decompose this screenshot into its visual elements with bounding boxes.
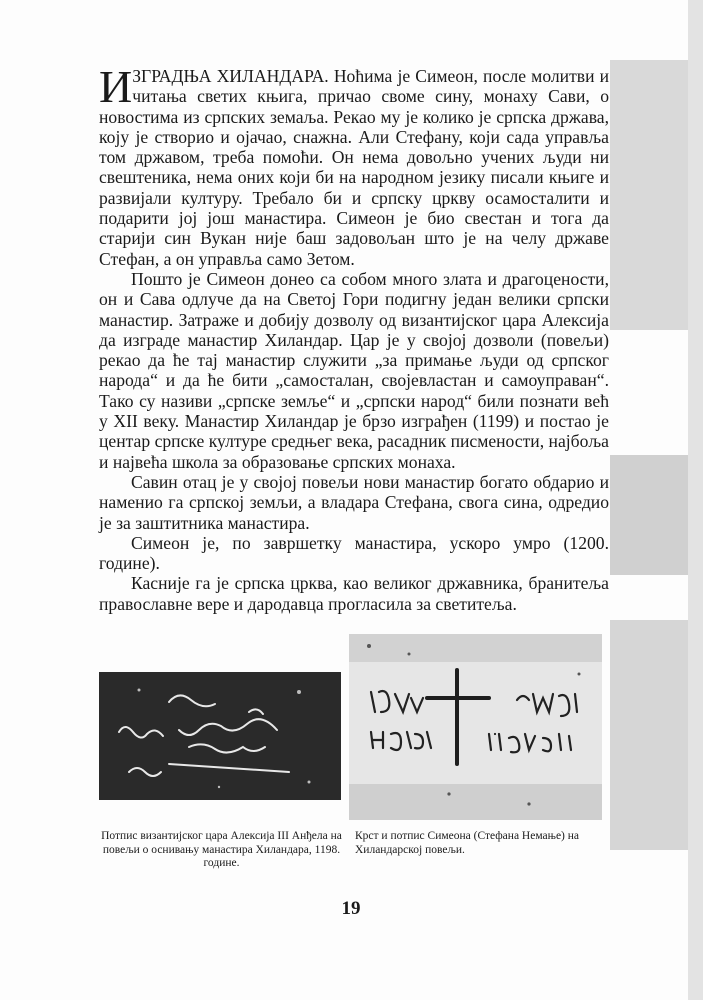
page-edge bbox=[688, 0, 703, 1000]
emperor-signature-image bbox=[99, 672, 341, 800]
article-text bbox=[99, 61, 610, 614]
paragraph-1 bbox=[99, 61, 610, 269]
paragraph-4: Симеон је, по завршетку манастира, ускоро умро (1200. године). bbox=[99, 532, 609, 574]
bleed-through-panel bbox=[610, 620, 688, 850]
paragraph-3: Савин отац је у својој повељи нови манастир богато обдарио и наменио га српској земљи, а владара Стефана, свога сина, одредио је за заштитника манастира. bbox=[99, 471, 609, 533]
drop-cap: И bbox=[99, 61, 133, 112]
paragraph-2: Пошто је Симеон донео са собом много злата и драгоцености, он и Сава одлуче да на Светој Гори подигну један велики српски манастир. Затраже и добију дозволу од византијског цара Алексија да изграде манастир Хиландар. Цар је у својој дозволи (повељи) рекао да ће тај манастир служити „за примање људи од српског народа“ и да ће бити „самосталан, својевластан и самоуправан“. Тако су називи „српске земље“ и „српски народ“ били познати већ у XII веку. Манастир Хиландар је брзо изграђен (1199) и постао је центар српске културе средњег века, расадник писмености, најбоља и највећа школа за образовање српских монаха. bbox=[99, 268, 609, 472]
bleed-through-panel bbox=[610, 455, 688, 575]
paragraph-1-text: Ноћима је Симеон, после молитви и читања светих књига, причао своме сину, монаху Сави, о новостима из српских земаља. Рекао му је колико је српска држава, коју је створио и ојачао, снажна. Али Стефану, који сада управља том државом, треба помоћи. Он нема довољно учених људи ни свештеника, нема оних који би на народном језику писали књиге и развијали културу. Требало би и српску цркву осамосталити и подарити јој још манастира. Симеон је био свестан и тога да старији син Вукан није баш задовољан што је на челу државе Стефан, а он управља само Зетом. bbox=[99, 66, 610, 269]
bleed-through-panel bbox=[610, 60, 688, 330]
paragraph-5: Касније га је српска црква, као великог државника, бранитеља православне вере и дародавца прогласила за светитеља. bbox=[99, 573, 609, 614]
figure-1-caption: Потпис византијског цара Алексија III Анђела на повељи о оснивању манастира Хиландара, 1198. године. bbox=[101, 830, 342, 869]
section-heading: ЗГРАДЊА ХИЛАНДАРА. bbox=[132, 66, 334, 86]
page-number: 19 bbox=[341, 898, 361, 919]
figure-2-caption: Крст и потпис Симеона (Стефана Немање) на Хиландарској повељи. bbox=[355, 830, 580, 856]
cross-signature-image bbox=[349, 634, 602, 820]
